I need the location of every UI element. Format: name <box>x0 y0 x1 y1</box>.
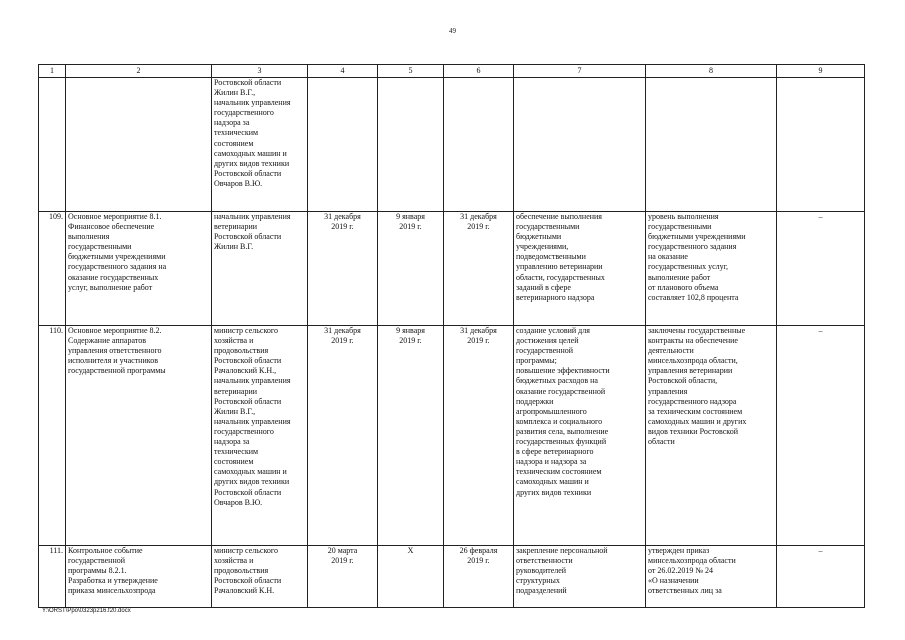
start-date <box>378 78 444 212</box>
table-row <box>39 546 865 608</box>
note: – <box>777 212 865 326</box>
note: – <box>777 326 865 546</box>
actual-date: 31 декабря 2019 г. <box>444 326 514 546</box>
planned-result <box>514 78 646 212</box>
responsible-person: Ростовской области Жилин В.Г., начальник управления государственного надзора за техническим состоянием самоходных машин и других видов техники Ростовской области Овчаров В.Ю. <box>212 78 308 212</box>
column-header: 5 <box>378 65 444 78</box>
event-name: Контрольное событие государственной программы 8.2.1. Разработка и утверждение приказа минсельхозпрода <box>66 546 212 608</box>
row-number: 109. <box>39 212 66 326</box>
event-name <box>66 78 212 212</box>
table-row <box>39 326 865 546</box>
column-header: 6 <box>444 65 514 78</box>
file-path-footer: Y:\ORST\Ppo\0323p216.f20.docx <box>42 608 131 614</box>
schedule-table <box>38 64 865 608</box>
actual-result: утвержден приказ минсельхозпрода области от 26.02.2019 № 24 «О назначении ответственных лиц за <box>646 546 777 608</box>
planned-date: 20 марта 2019 г. <box>308 546 378 608</box>
responsible-person: начальник управления ветеринарии Ростовской области Жилин В.Г. <box>212 212 308 326</box>
column-header: 2 <box>66 65 212 78</box>
table-row <box>39 212 865 326</box>
planned-date: 31 декабря 2019 г. <box>308 212 378 326</box>
column-header: 3 <box>212 65 308 78</box>
actual-result: заключены государственные контракты на обеспечение деятельности минсельхозпрода области, управления ветеринарии Ростовской области, управления государственного надзора за техническим состоянием самоходных машин и других видов техники Ростовской области <box>646 326 777 546</box>
note: – <box>777 546 865 608</box>
column-header: 4 <box>308 65 378 78</box>
row-number <box>39 78 66 212</box>
row-number: 111. <box>39 546 66 608</box>
actual-date: 26 февраля 2019 г. <box>444 546 514 608</box>
row-number: 110. <box>39 326 66 546</box>
planned-date: 31 декабря 2019 г. <box>308 326 378 546</box>
column-header: 8 <box>646 65 777 78</box>
planned-date <box>308 78 378 212</box>
column-header: 7 <box>514 65 646 78</box>
column-header: 9 <box>777 65 865 78</box>
actual-result <box>646 78 777 212</box>
actual-date: 31 декабря 2019 г. <box>444 212 514 326</box>
event-name: Основное мероприятие 8.1. Финансовое обеспечение выполнения государственными бюджетными учреждениями государственного задания на оказание государственных услуг, выполнение работ <box>66 212 212 326</box>
column-number-row <box>39 65 865 78</box>
start-date: 9 января 2019 г. <box>378 212 444 326</box>
page-number: 49 <box>449 27 456 35</box>
responsible-person: министр сельского хозяйства и продовольствия Ростовской области Рачаловский К.Н., начальник управления ветеринарии Ростовской области Жилин В.Г., начальник управления государственного надзора за техническим состоянием самоходных машин и других видов техники Ростовской области Овчаров В.Ю. <box>212 326 308 546</box>
responsible-person: министр сельского хозяйства и продовольствия Ростовской области Рачаловский К.Н. <box>212 546 308 608</box>
start-date: Х <box>378 546 444 608</box>
note <box>777 78 865 212</box>
table-row <box>39 78 865 212</box>
column-header: 1 <box>39 65 66 78</box>
actual-result: уровень выполнения государственными бюджетными учреждениями государственного задания на оказание государственных услуг, выполнение работ от планового объема составляет 102,8 процента <box>646 212 777 326</box>
planned-result: закрепление персональной ответственности руководителей структурных подразделений <box>514 546 646 608</box>
event-name: Основное мероприятие 8.2. Содержание аппаратов управления ответственного исполнителя и участников государственной программы <box>66 326 212 546</box>
planned-result: создание условий для достижения целей государственной программы; повышение эффективности бюджетных расходов на оказание государственной поддержки агропромышленного комплекса и социального развития села, выполнение государственных функций в сфере ветеринарного надзора и надзора за техническим состоянием самоходных машин и других видов техники <box>514 326 646 546</box>
planned-result: обеспечение выполнения государственными бюджетными учреждениями, подведомственными управлению ветеринарии области, государственных заданий в сфере ветеринарного надзора <box>514 212 646 326</box>
start-date: 9 января 2019 г. <box>378 326 444 546</box>
actual-date <box>444 78 514 212</box>
